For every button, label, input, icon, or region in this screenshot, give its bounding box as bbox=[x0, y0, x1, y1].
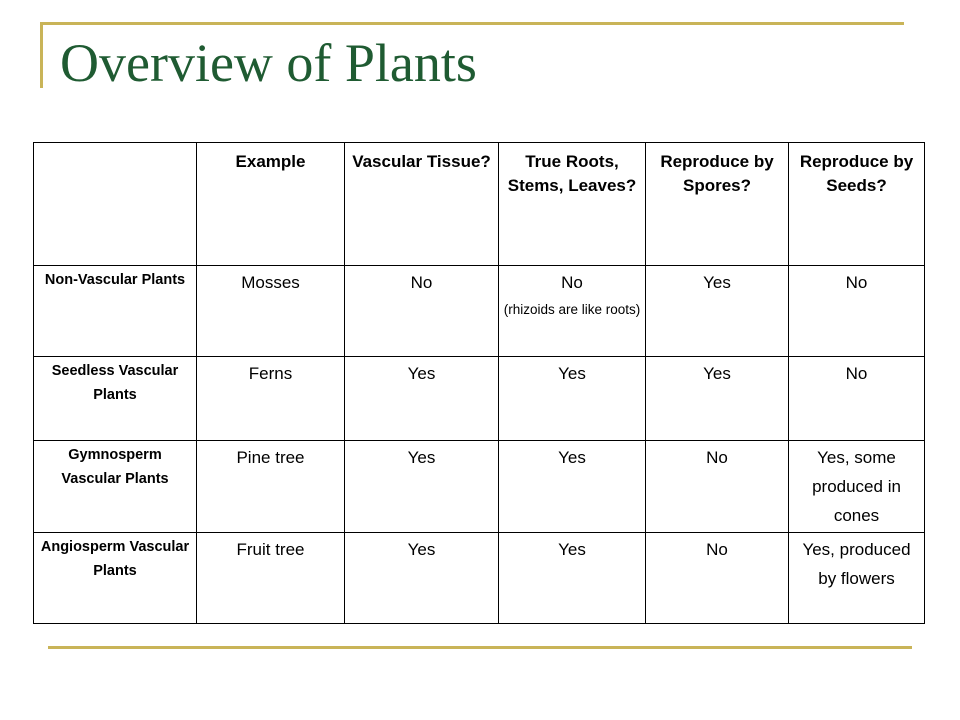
roots-cell: Yes bbox=[499, 533, 646, 624]
row-group-label: Gymnosperm Vascular Plants bbox=[34, 441, 197, 533]
row-group-label: Seedless Vascular Plants bbox=[34, 357, 197, 441]
vascular-cell: No bbox=[345, 266, 499, 357]
bottom-accent-line bbox=[48, 646, 912, 649]
spores-cell: Yes bbox=[646, 357, 789, 441]
table-row bbox=[34, 357, 925, 441]
header-cell-example: Example bbox=[197, 143, 345, 266]
example-cell: Ferns bbox=[197, 357, 345, 441]
vascular-cell: Yes bbox=[345, 441, 499, 533]
row-group-label: Non-Vascular Plants bbox=[34, 266, 197, 357]
top-accent-line bbox=[40, 22, 904, 25]
vascular-cell: Yes bbox=[345, 357, 499, 441]
header-cell-blank bbox=[34, 143, 197, 266]
header-cell-seeds: Reproduce by Seeds? bbox=[789, 143, 925, 266]
spores-cell: No bbox=[646, 533, 789, 624]
spores-cell: Yes bbox=[646, 266, 789, 357]
spores-cell: No bbox=[646, 441, 789, 533]
example-cell: Mosses bbox=[197, 266, 345, 357]
left-accent-line bbox=[40, 22, 43, 88]
roots-cell bbox=[499, 266, 646, 357]
header-cell-vascular-tissue: Vascular Tissue? bbox=[345, 143, 499, 266]
header-cell-true-roots: True Roots, Stems, Leaves? bbox=[499, 143, 646, 266]
roots-note: (rhizoids are like roots) bbox=[503, 302, 641, 317]
header-cell-spores: Reproduce by Spores? bbox=[646, 143, 789, 266]
vascular-cell: Yes bbox=[345, 533, 499, 624]
example-cell: Pine tree bbox=[197, 441, 345, 533]
seeds-cell: Yes, produced by flowers bbox=[789, 533, 925, 624]
seeds-cell: No bbox=[789, 266, 925, 357]
table-header-row bbox=[34, 143, 925, 266]
row-group-label: Angiosperm Vascular Plants bbox=[34, 533, 197, 624]
table-row bbox=[34, 533, 925, 624]
roots-cell: Yes bbox=[499, 357, 646, 441]
table-row bbox=[34, 441, 925, 533]
plants-overview-table bbox=[33, 142, 925, 624]
table-row bbox=[34, 266, 925, 357]
seeds-cell: Yes, some produced in cones bbox=[789, 441, 925, 533]
slide-title: Overview of Plants bbox=[60, 33, 477, 93]
seeds-cell: No bbox=[789, 357, 925, 441]
example-cell: Fruit tree bbox=[197, 533, 345, 624]
roots-cell: Yes bbox=[499, 441, 646, 533]
roots-value: No bbox=[561, 273, 583, 292]
